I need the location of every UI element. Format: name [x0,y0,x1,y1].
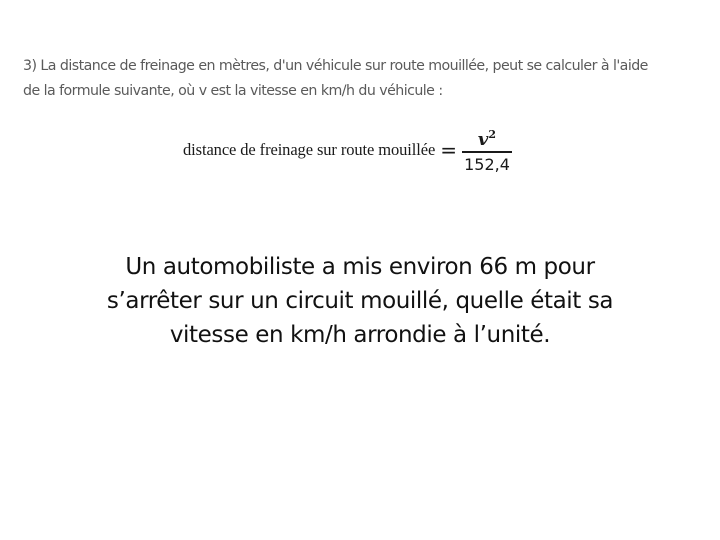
question-line-2: s’arrêter sur un circuit mouillé, quelle était sa [106,288,614,314]
question-line-3: vitesse en km/h arrondie à l’unité. [169,322,551,348]
formula-exponent: 2 [488,127,497,141]
formula-fraction [462,124,512,177]
question-line-1: Un automobiliste a mis environ 66 m pour [125,254,595,280]
formula-denominator: 152,4 [464,154,510,174]
formula-equals-sign: = [440,138,457,162]
braking-distance-formula [183,124,512,176]
formula-numerator [472,124,502,151]
formula-variable-v: v [477,128,489,150]
formula-left-side: distance de freinage sur route mouillée [183,140,436,159]
exercise-intro-line-2: de la formule suivante, où v est la vitesse en km/h du véhicule : [23,83,443,99]
exercise-intro-line-1: 3) La distance de freinage en mètres, d'un véhicule sur route mouillée, peut se calculer à l'aide [23,58,648,74]
exercise-intro [23,54,713,104]
question-text [40,250,680,352]
